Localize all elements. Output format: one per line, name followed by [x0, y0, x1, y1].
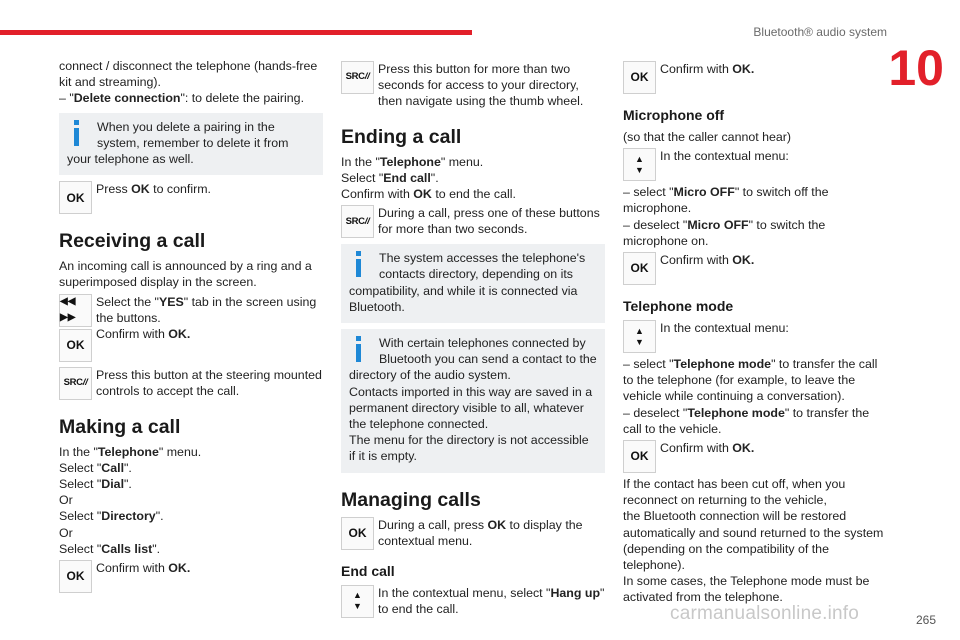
ok-button-icon: OK [623, 252, 656, 285]
section-title: Bluetooth® audio system [753, 25, 887, 39]
column-3: OK Confirm with OK. Microphone off (so that the caller cannot hear) ▲ ▼ In the contextual menu: – select "Micro OFF" to switch off the microphone. – deselect "Micro OFF" to switch the microphone on. OK Confirm with OK. Telephone mode ▲ ▼ In the contextual menu: – select "Telephone mode" to transfer the call to the telephone (for example, to leave the vehicle while continuing a conversation). – deselect "Telephone mode" to transfer the call to the vehicle. OK Confirm with OK. If the contact has been cut off, when you reconnect on returning to the vehicle, the Bluetooth connection will be restored automatically and sound returned to the system (depending on the compatibility of the telephone). In some cases, the Telephone mode must be activated from the telephone. [623, 58, 887, 606]
src-button-icon: SRC // [341, 205, 374, 238]
up-down-arrows-icon: ▲ ▼ [623, 148, 656, 181]
heading-microphone-off: Microphone off [623, 107, 725, 123]
hang-up-row: ▲ ▼ In the contextual menu, select "Hang up" to end the call. [341, 585, 605, 618]
ok-button-icon: OK [341, 517, 374, 550]
seek-arrows-icon: ◀◀ ▶▶ [59, 294, 92, 327]
info-icon [349, 335, 371, 365]
column-1: connect / disconnect the telephone (hands-free kit and streaming). – "Delete connection": to delete the pairing. When you delete a pairing in the system, remember to delete it from your telephone as well. OK Press OK to confirm. Receiving a call An incoming call is announced by a ring and a superimposed display in the screen. ◀◀ ▶▶ OK Select the "YES" tab in the screen using the buttons. Confirm with OK. SRC // Press this button at the steering mounted controls to accept the call. Making a call In the "Telephone" menu. Select "Call". Select "Dial". Or Select "Directory". Or Select "Calls list". OK Confirm with OK. [59, 58, 323, 596]
heading-telephone-mode: Telephone mode [623, 298, 734, 315]
src-button-icon: SRC // [341, 61, 374, 94]
delete-connection-text: – "Delete connection": to delete the pairing. [59, 91, 305, 106]
confirm-row-4: OK Confirm with OK. [623, 252, 887, 285]
src-button-icon: SRC // [59, 367, 92, 400]
up-down-arrows-icon: ▲ ▼ [341, 585, 374, 618]
heading-end-call: End call [341, 562, 395, 579]
managing-row: OK During a call, press OK to display the contextual menu. [341, 517, 605, 550]
header-accent-bar [0, 30, 472, 35]
heading-making-a-call: Making a call [59, 415, 181, 438]
info-box-send-contact: With certain telephones connected by Bluetooth you can send a contact to the directory of the audio system. Contacts imported in this way are saved in a permanent directory visible to all, whatever the telephone connected. The menu for the directory is not accessible if it is empty. [341, 329, 605, 473]
info-icon [349, 250, 371, 280]
ok-button-icon: OK [623, 440, 656, 473]
ok-button-icon: OK [623, 61, 656, 94]
heading-receiving-a-call: Receiving a call [59, 230, 206, 253]
tel-context-row: ▲ ▼ In the contextual menu: [623, 320, 887, 353]
chapter-number: 10 [888, 40, 944, 96]
info-icon [67, 119, 89, 149]
mic-context-row: ▲ ▼ In the contextual menu: [623, 148, 887, 181]
info-box-delete-pairing: When you delete a pairing in the system, remember to delete it from your telephone as well. [59, 113, 323, 176]
directory-src-row: SRC // Press this button for more than two seconds for access to your directory, then navigate using the thumb wheel. [341, 61, 605, 110]
up-down-arrows-icon: ▲ ▼ [623, 320, 656, 353]
steering-accept-row: SRC // Press this button at the steering mounted controls to accept the call. [59, 367, 323, 400]
info-box-directory-access: The system accesses the telephone's contacts directory, depending on its compatibility, and while it is connected via Bluetooth. [341, 244, 605, 323]
select-yes-row: ◀◀ ▶▶ OK Select the "YES" tab in the screen using the buttons. Confirm with OK. [59, 294, 323, 364]
confirm-row-3: OK Confirm with OK. [623, 61, 887, 94]
ok-button-icon: OK [59, 560, 92, 593]
heading-ending-a-call: Ending a call [341, 125, 462, 148]
heading-managing-calls: Managing calls [341, 488, 481, 511]
confirm-row-5: OK Confirm with OK. [623, 440, 887, 473]
intro-text: connect / disconnect the telephone (hands-free kit and streaming). [59, 59, 318, 90]
column-2: SRC // Press this button for more than two seconds for access to your directory, then navigate using the thumb wheel. Ending a call In the "Telephone" menu. Select "End call". Confirm with OK to end the call. SRC // During a call, press one of these buttons for more than two seconds. The system accesses the telephone's contacts directory, depending on its compatibility, and while it is connected via Bluetooth. With certain telephones connected by Bluetooth you can send a contact to the directory of the audio system. Contacts imported in this way are saved in a permanent directory visible to all, whatever the telephone connected. The menu for the directory is not accessible if it is empty. Managing calls OK During a call, press OK to display the contextual menu. End call ▲ ▼ In the contextual menu, select "Hang up" to end the call. [341, 62, 605, 616]
receiving-text: An incoming call is announced by a ring and a superimposed display in the screen. [59, 259, 312, 290]
ok-button-icon: OK [59, 181, 92, 214]
confirm-row: OK Press OK to confirm. [59, 181, 323, 214]
watermark: carmanualsonline.info [670, 603, 860, 624]
during-call-row: SRC // During a call, press one of these buttons for more than two seconds. [341, 205, 605, 238]
confirm-row-2: OK Confirm with OK. [59, 560, 323, 593]
ok-button-icon: OK [59, 329, 92, 362]
page-number: 265 [915, 613, 936, 627]
